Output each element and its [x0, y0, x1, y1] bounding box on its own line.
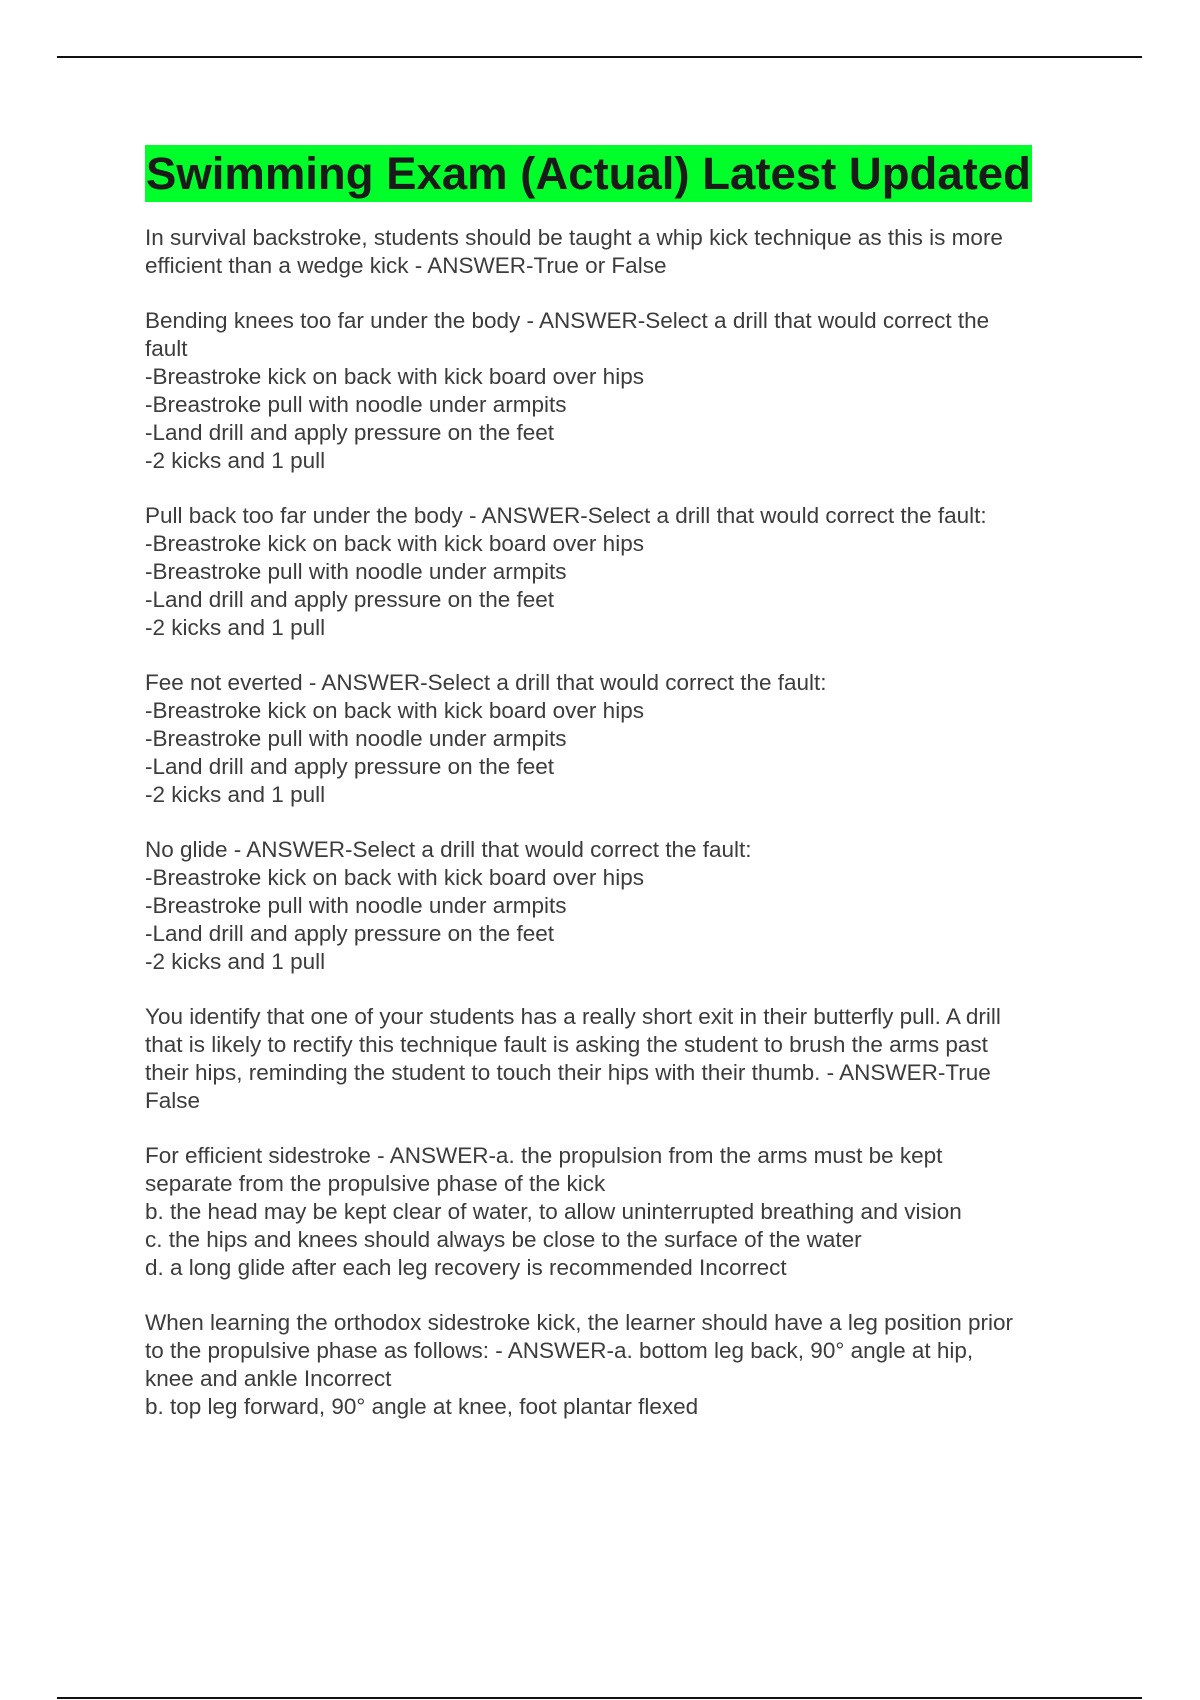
qa-item — [145, 307, 1085, 475]
qa-line: c. the hips and knees should always be close to the surface of the water — [145, 1227, 862, 1252]
qa-line: b. top leg forward, 90° angle at knee, foot plantar flexed — [145, 1394, 699, 1419]
qa-line: -Breastroke pull with noodle under armpits — [145, 559, 567, 584]
qa-line: Fee not everted - ANSWER-Select a drill that would correct the fault: — [145, 670, 827, 695]
qa-line: For efficient sidestroke - ANSWER-a. the propulsion from the arms must be kept — [145, 1143, 943, 1168]
qa-line: -2 kicks and 1 pull — [145, 949, 326, 974]
qa-line: to the propulsive phase as follows: - ANSWER-a. bottom leg back, 90° angle at hip, — [145, 1338, 974, 1363]
qa-item — [145, 836, 1085, 976]
qa-line: -Breastroke kick on back with kick board over hips — [145, 531, 644, 556]
qa-line: -Land drill and apply pressure on the feet — [145, 420, 555, 445]
qa-line: -2 kicks and 1 pull — [145, 615, 326, 640]
qa-line: Pull back too far under the body - ANSWER-Select a drill that would correct the fault: — [145, 503, 987, 528]
qa-line: -2 kicks and 1 pull — [145, 782, 326, 807]
qa-item — [145, 1003, 1085, 1115]
document-title: Swimming Exam (Actual) Latest Updated — [145, 145, 1032, 202]
qa-line: fault — [145, 336, 188, 361]
qa-list — [145, 224, 1085, 1421]
qa-line: knee and ankle Incorrect — [145, 1366, 392, 1391]
qa-line: No glide - ANSWER-Select a drill that would correct the fault: — [145, 837, 752, 862]
qa-line: -Land drill and apply pressure on the feet — [145, 754, 555, 779]
qa-line: their hips, reminding the student to touch their hips with their thumb. - ANSWER-True — [145, 1060, 991, 1085]
qa-line: -Land drill and apply pressure on the feet — [145, 921, 555, 946]
qa-line: Bending knees too far under the body - ANSWER-Select a drill that would correct the — [145, 308, 990, 333]
qa-line: -Land drill and apply pressure on the feet — [145, 587, 555, 612]
qa-item — [145, 502, 1085, 642]
bottom-rule — [57, 1697, 1142, 1699]
qa-line: -Breastroke pull with noodle under armpits — [145, 893, 567, 918]
qa-line: When learning the orthodox sidestroke kick, the learner should have a leg position prior — [145, 1310, 1013, 1335]
qa-line: You identify that one of your students has a really short exit in their butterfly pull. A drill — [145, 1004, 1001, 1029]
qa-line: efficient than a wedge kick - ANSWER-True or False — [145, 253, 667, 278]
qa-line: d. a long glide after each leg recovery is recommended Incorrect — [145, 1255, 787, 1280]
document-body — [145, 145, 1085, 1448]
qa-line: separate from the propulsive phase of the kick — [145, 1171, 606, 1196]
qa-line: False — [145, 1088, 201, 1113]
qa-line: -Breastroke pull with noodle under armpits — [145, 392, 567, 417]
qa-line: In survival backstroke, students should be taught a whip kick technique as this is more — [145, 225, 1003, 250]
top-rule — [57, 56, 1142, 58]
qa-line: -Breastroke kick on back with kick board over hips — [145, 865, 644, 890]
qa-line: that is likely to rectify this technique fault is asking the student to brush the arms past — [145, 1032, 988, 1057]
qa-line: -Breastroke pull with noodle under armpits — [145, 726, 567, 751]
qa-line: -2 kicks and 1 pull — [145, 448, 326, 473]
qa-line: -Breastroke kick on back with kick board over hips — [145, 698, 644, 723]
qa-line: b. the head may be kept clear of water, to allow uninterrupted breathing and vision — [145, 1199, 962, 1224]
qa-item — [145, 224, 1085, 280]
qa-item — [145, 1142, 1085, 1282]
qa-item — [145, 669, 1085, 809]
qa-item — [145, 1309, 1085, 1421]
qa-line: -Breastroke kick on back with kick board over hips — [145, 364, 644, 389]
